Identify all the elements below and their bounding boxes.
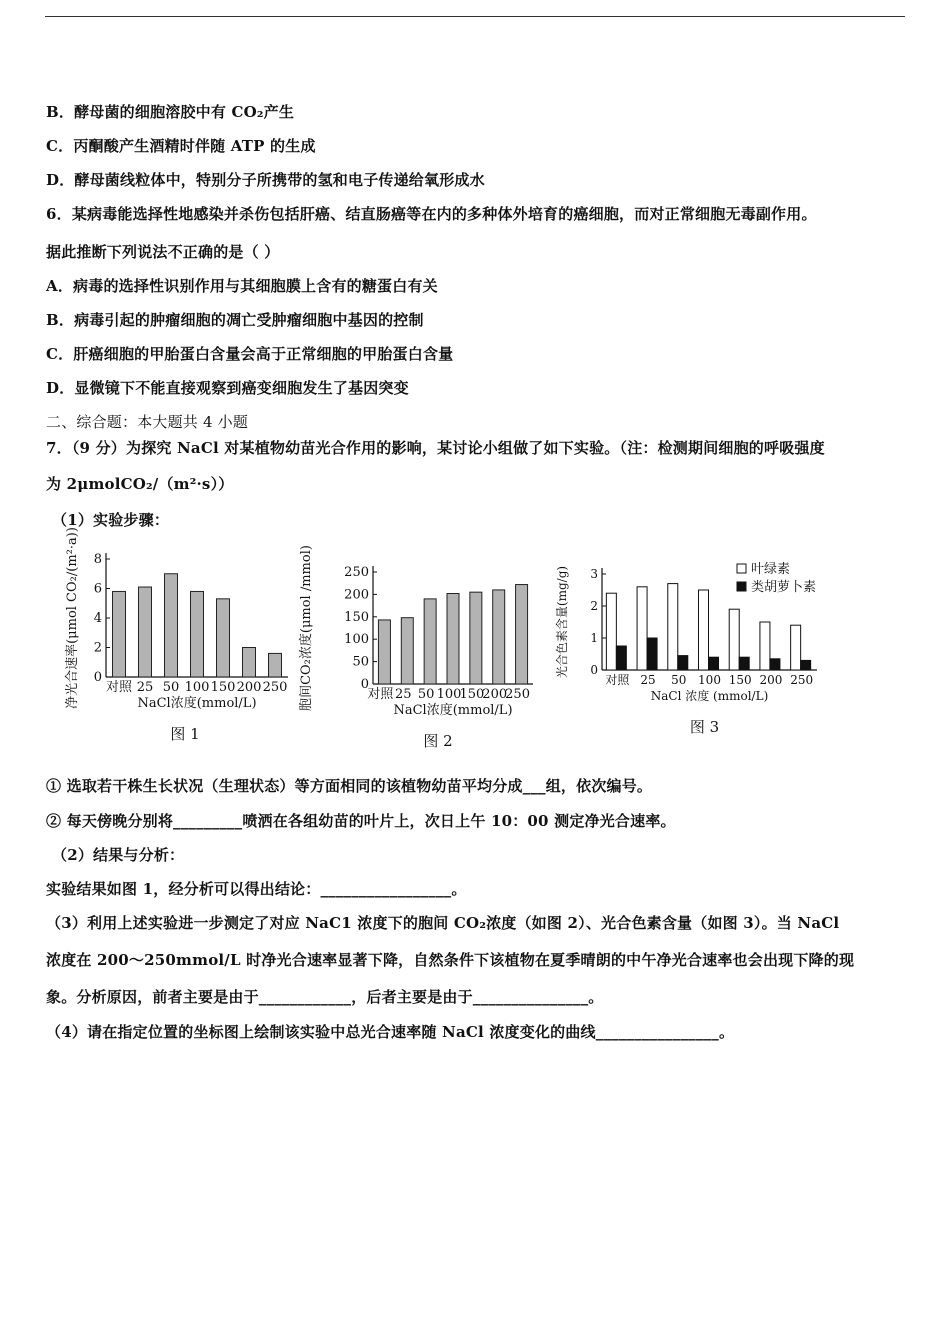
question-6-stem: 6．某病毒能选择性地感染并杀伤包括肝癌、结直肠癌等在内的多种体外培育的癌细胞，而对正常细胞无毒副作用。 [46,205,817,223]
question-7-stem: 7．（9 分）为探究 NaCl 对某植物幼苗光合作用的影响，某讨论小组做了如下实验。（注：检测期间细胞的呼吸强度 [46,439,825,457]
x-tick-label: 250 [262,680,288,695]
part-1-heading: （1）实验步骤： [52,511,170,529]
x-tick-label: 50 [162,680,180,695]
y-tick-label: 6 [93,581,102,597]
legend-swatch [737,582,746,591]
x-tick-label: 150 [210,680,236,695]
legend-label: 类胡萝卜素 [751,580,817,595]
x-tick-label: 对照 [605,673,630,687]
bar-chlorophyll [637,587,647,670]
bar-carotenoid [770,659,780,670]
figure-caption: 图 2 [423,732,453,750]
x-tick-label: 250 [505,687,530,702]
question-7-stem-cont: 为 2μmolCO₂/（m²·s）） [46,475,234,493]
y-tick-label: 100 [344,632,369,648]
y-tick-label: 200 [344,587,369,603]
q6-option-b: B．病毒引起的肿瘤细胞的凋亡受肿瘤细胞中基因的控制 [46,311,424,329]
y-tick-label: 4 [93,611,102,626]
x-tick-label: 对照 [105,680,133,695]
part-3-text-end: 象。分析原因，前者主要是由于____________，后者主要是由于_______________。 [46,988,604,1006]
bar [424,599,436,684]
x-tick-label: 25 [136,680,154,695]
bar-chlorophyll [729,609,739,670]
x-tick-label: 100 [184,680,210,695]
x-tick-label: 200 [759,673,783,687]
bar-carotenoid [647,638,657,670]
step-1-text: ① 选取若干株生长状况（生理状态）等方面相同的该植物幼苗平均分成___组，依次编号。 [46,777,653,795]
bar-chlorophyll [699,590,709,670]
figure-3-chart [552,560,832,755]
figure-caption: 图 1 [170,725,200,743]
x-tick-label: 200 [482,687,508,702]
y-tick-label: 250 [344,565,369,580]
x-tick-label: 200 [236,680,262,695]
bar [516,585,528,684]
x-axis-label: NaCl浓度(mmol/L) [137,696,257,711]
bar-chlorophyll [760,622,770,670]
bar-carotenoid [709,657,719,670]
legend-swatch [737,564,746,573]
y-axis-label: 胞间CO₂浓度(μmol /mmol) [299,545,314,711]
y-tick-label: 0 [360,677,369,692]
bar [139,587,152,677]
x-tick-label: 25 [640,673,656,687]
part-3-text-cont: 浓度在 200～250mmol/L 时净光合速率显著下降，自然条件下该植物在夏季晴朗的中午净光合速率也会出现下降的现 [46,951,855,969]
x-tick-label: 对照 [367,687,394,702]
part-2-text: 实验结果如图 1，经分析可以得出结论：_________________。 [46,880,467,898]
header-rule [45,16,905,17]
y-tick-label: 0 [93,670,102,685]
option-d-text: D．酵母菌线粒体中，特别分子所携带的氢和电子传递给氧形成水 [46,171,485,189]
bar-chlorophyll [668,584,678,670]
option-c-text: C．丙酮酸产生酒精时伴随 ATP 的生成 [46,137,316,155]
x-tick-label: 50 [417,687,435,702]
x-tick-label: 25 [395,687,412,702]
question-6-prompt: 据此推断下列说法不正确的是（ ） [46,243,280,261]
figure-caption: 图 3 [689,718,720,736]
bar [470,592,482,684]
bar [401,618,413,684]
x-axis-label: NaCl 浓度 (mmol/L) [650,689,769,703]
bar-carotenoid [678,656,688,670]
x-tick-label: 100 [698,673,721,687]
y-tick-label: 1 [590,631,598,645]
part-3-text: （3）利用上述实验进一步测定了对应 NaC1 浓度下的胞间 CO₂浓度（如图 2）、光合色素含量（如图 3）。当 NaCl [46,914,840,932]
bar [493,590,505,684]
y-tick-label: 3 [590,567,598,581]
bar-chlorophyll [606,593,616,670]
bar [447,594,459,684]
y-tick-label: 2 [93,640,102,656]
legend-label: 叶绿素 [751,562,791,577]
step-2-text: ② 每天傍晚分别将_________喷洒在各组幼苗的叶片上，次日上午 10：00 测定净光合速率。 [46,812,676,830]
bar-carotenoid [739,657,749,670]
part-4-text: （4）请在指定位置的坐标图上绘制该实验中总光合速率随 NaCl 浓度变化的曲线________________。 [46,1023,735,1041]
bar [113,591,126,677]
figure-3 [552,560,832,759]
bar [378,620,390,684]
q6-option-a: A．病毒的选择性识别作用与其细胞膜上含有的糖蛋白有关 [46,277,438,295]
bar-carotenoid [801,660,811,670]
y-axis-label: 净光合速率(μmol CO₂/(m²·a)) [65,527,80,709]
bar-carotenoid [616,646,626,670]
x-tick-label: 250 [790,673,814,687]
y-tick-label: 50 [352,654,369,670]
y-tick-label: 0 [590,663,598,677]
option-b-text: B．酵母菌的细胞溶胶中有 CO₂产生 [46,103,295,121]
figure-2 [296,545,546,762]
figure-1 [58,527,293,757]
y-axis-label: 光合色素含量(mg/g) [555,565,569,679]
figure-2-chart [296,545,546,758]
y-tick-label: 2 [590,599,598,613]
x-axis-label: NaCl浓度(mmol/L) [393,703,513,718]
part-2-heading: （2）结果与分析： [52,846,185,864]
y-tick-label: 150 [344,609,369,625]
x-tick-label: 150 [728,673,752,687]
bar [269,653,282,677]
bar-chlorophyll [791,625,801,670]
bar [165,574,178,677]
bar [217,599,230,677]
bar [191,591,204,677]
x-tick-label: 150 [459,687,485,702]
bar [243,648,256,678]
x-tick-label: 50 [671,673,687,687]
section-heading: 二、综合题：本大题共 4 小题 [46,413,249,431]
figure-1-chart [58,527,293,753]
q6-option-d: D．显微镜下不能直接观察到癌变细胞发生了基因突变 [46,379,409,397]
x-tick-label: 100 [436,687,462,702]
q6-option-c: C．肝癌细胞的甲胎蛋白含量会高于正常细胞的甲胎蛋白含量 [46,345,454,363]
y-tick-label: 8 [93,552,102,567]
